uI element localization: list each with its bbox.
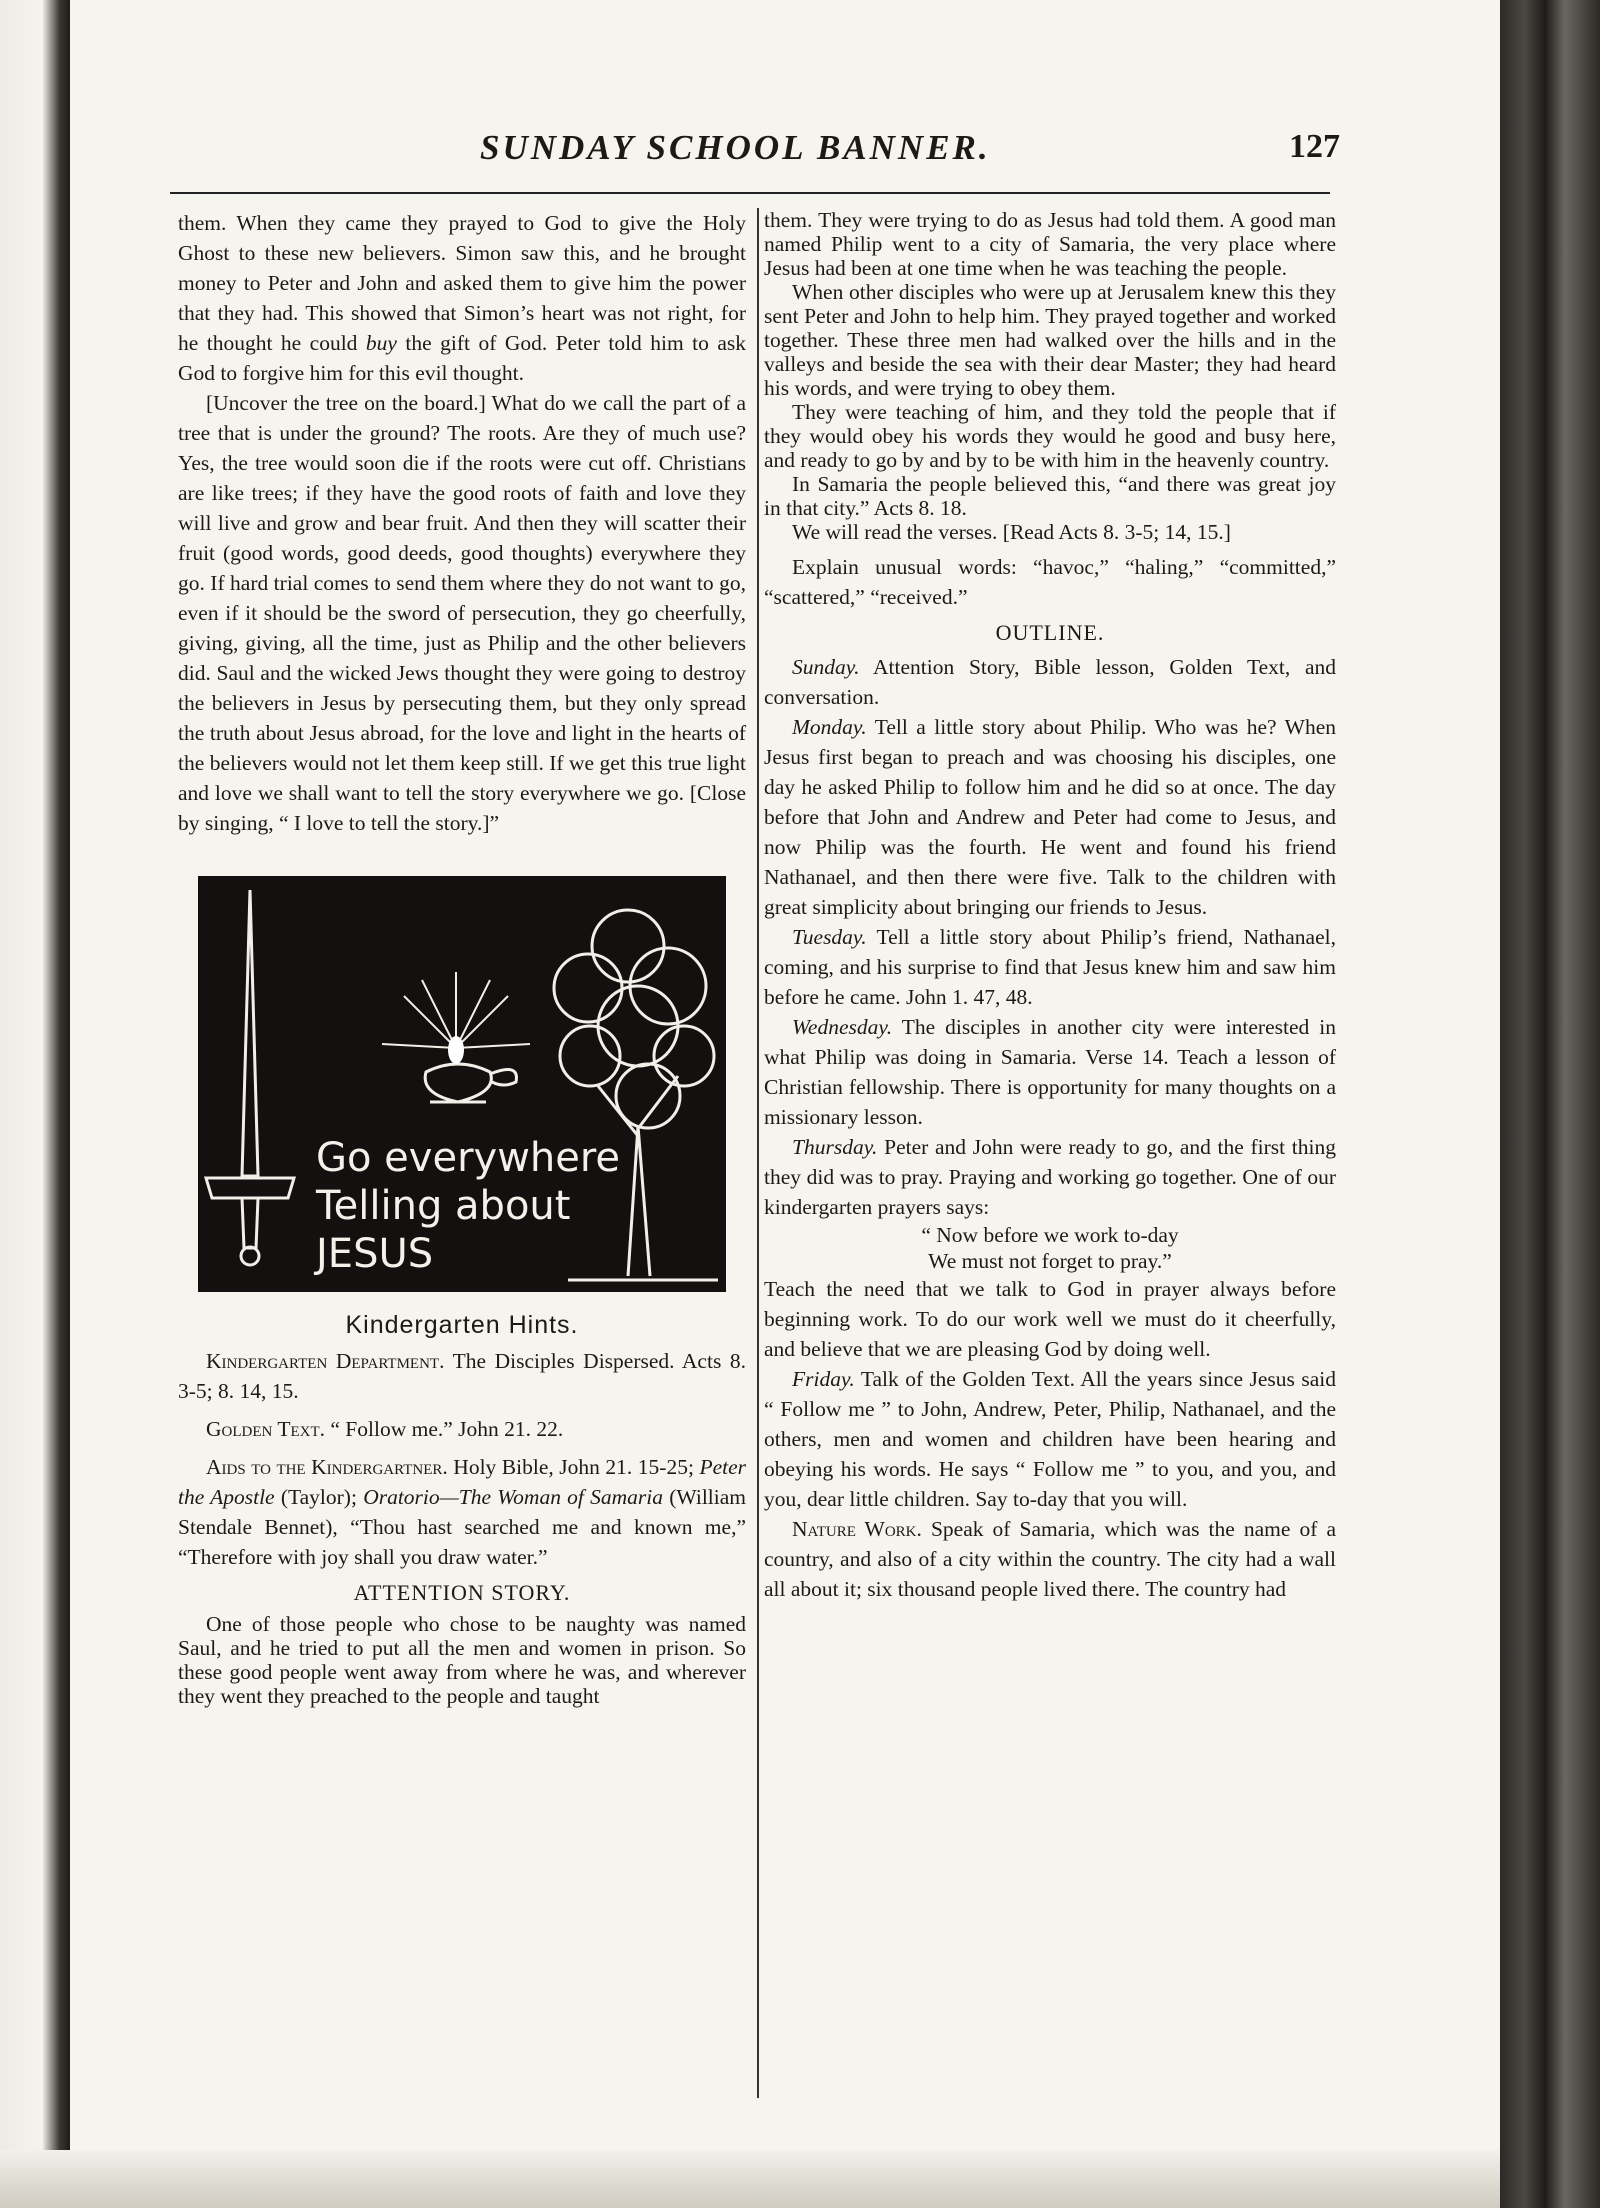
label: Golden Text. <box>206 1417 326 1441</box>
paragraph: Golden Text. “ Follow me.” John 21. 22. <box>206 1417 564 1441</box>
label: Kindergarten Department. <box>206 1349 445 1373</box>
label: Tuesday. <box>792 925 867 949</box>
paragraph: Teach the need that we talk to God in prayer always before beginning work. To do our work well we must do it cheerfully, and believe that we are pleasing God by doing well. <box>764 1277 1336 1361</box>
paragraph: When other disciples who were up at Jerusalem knew this they sent Peter and John to help him. They prayed together and worked together. These three men had walked over the hills and in the valleys and beside the sea with their dear Master; they had heard his words, and were trying to obey them. <box>764 280 1336 400</box>
caption-line: Go everywhere <box>316 1135 621 1181</box>
page-number: 127 <box>1289 128 1340 165</box>
label: Aids to the Kindergartner. <box>206 1455 448 1479</box>
section-heading: OUTLINE. <box>995 620 1105 645</box>
section-heading: ATTENTION STORY. <box>353 1580 571 1605</box>
book-binding-edge <box>1500 0 1600 2208</box>
label: Nature Work. <box>792 1517 922 1541</box>
column-rule <box>757 208 759 2098</box>
caption-line: Telling about <box>316 1183 571 1229</box>
header-rule <box>170 192 1330 194</box>
outline-item: Thursday. Peter and John were ready to go, and the first thing they did was to pray. Praying and working go together. One of our kindergarten prayers says: <box>764 1135 1337 1219</box>
illustration-caption <box>316 1134 620 1278</box>
paragraph: We will read the verses. [Read Acts 8. 3-5; 14, 15.] <box>792 520 1231 544</box>
label: Sunday. <box>792 655 860 679</box>
paragraph: them. When they came they prayed to God to give the Holy Ghost to these new believers. Simon saw this, and he brought money to Peter and John and asked them to give him the power that they had. This showed that Simon’s heart was not right, for he thought he could buy the gift of God. Peter told him to ask God to forgive him for this evil thought. <box>178 211 747 385</box>
outline-item: Wednesday. The disciples in another city were interested in what Philip was doing in Samaria. Verse 14. Teach a lesson of Christian fellowship. There is opportunity for many thoughts on a missionary lesson. <box>764 1015 1336 1129</box>
paragraph: [Uncover the tree on the board.] What do we call the part of a tree that is under the ground? The roots. Are they of much use? Yes, the tree would soon die if the roots were cut off. Christians are like trees; if they have the good roots of faith and love they will live and grow and bear fruit. And then they will scatter their fruit (good words, good deeds, good thoughts) everywhere they go. If hard trial comes to send them where they do not want to go, even if it should be the sword of persecution, they go cheerfully, giving, giving, all the time, just as Philip and the other believers did. Saul and the wicked Jews thought they were going to destroy the believers in Jesus by persecuting them, but they only spread the truth about Jesus abroad, for the love and light in the hearts of the believers would not let them keep still. If we get this true light and love we shall want to tell the story everywhere we go. [Close by singing, “ I love to tell the story.]” <box>178 391 746 835</box>
paragraph: One of those people who chose to be naughty was named Saul, and he tried to put all the men and women in prison. So these good people went away from where he was, and wherever they went they preached to the people and taught <box>178 1612 746 1708</box>
label: Monday. <box>792 715 867 739</box>
label: Wednesday. <box>792 1015 893 1039</box>
paragraph: Aids to the Kindergartner. Holy Bible, John 21. 15-25; Peter the Apostle (Taylor); Oratorio—The Woman of Samaria (William Stendale Bennet), “Thou hast searched me and known me,” “Therefore with joy shall you draw water.” <box>178 1455 747 1569</box>
outline-item: Tuesday. Tell a little story about Philip’s friend, Nathanael, coming, and his surprise to find that Jesus knew him and saw him before he came. John 1. 47, 48. <box>764 925 1336 1009</box>
scan-bottom-margin <box>0 2150 1500 2208</box>
label: Friday. <box>792 1367 855 1391</box>
section-heading: Kindergarten Hints. <box>345 1311 579 1339</box>
prayer-verse: “ Now before we work to-day We must not forget to pray.” <box>921 1223 1179 1273</box>
right-column <box>764 208 1336 1604</box>
running-header <box>110 128 1340 178</box>
caption-line: JESUS <box>316 1231 434 1277</box>
paragraph: They were teaching of him, and they told the people that if they would obey his words they would he good and busy here, and ready to go by and by to be with him in the heavenly country. <box>764 400 1336 472</box>
label: Thursday. <box>792 1135 878 1159</box>
emphasis: buy <box>365 331 397 355</box>
paragraph: Kindergarten Department. The Disciples Dispersed. Acts 8. 3-5; 8. 14, 15. <box>178 1349 746 1403</box>
left-column <box>178 208 746 1708</box>
running-title: SUNDAY SCHOOL BANNER. <box>480 128 991 167</box>
outline-item: Nature Work. Speak of Samaria, which was the name of a country, and also of a city within the country. The city had a wall all about it; six thousand people lived there. The country had <box>764 1517 1337 1601</box>
illustration-engraving <box>198 876 726 1292</box>
outline-item: Monday. Tell a little story about Philip. Who was he? When Jesus first began to preach and was choosing his disciples, one day he asked Philip to follow him and he did so at once. The day before that John and Andrew and Peter had come to Jesus, and now Philip was the fourth. He went and found his friend Nathanael, and then there were five. Talk to the children with great simplicity about bringing our friends to Jesus. <box>764 715 1336 919</box>
outline-item: Friday. Talk of the Golden Text. All the years since Jesus said “ Follow me ” to John, Andrew, Peter, Philip, Nathanael, and the others, men and women and children have been hearing and obeying his words. He says “ Follow me ” to you, and you, and you, dear little children. Say to-day that you will. <box>764 1367 1336 1511</box>
paragraph: Explain unusual words: “havoc,” “haling,” “committed,” “scattered,” “received.” <box>764 555 1336 609</box>
paragraph: In Samaria the people believed this, “and there was great joy in that city.” Acts 8. 18. <box>764 472 1336 520</box>
paragraph: them. They were trying to do as Jesus had told them. A good man named Philip went to a city of Samaria, the very place where Jesus had been at one time when he was teaching the people. <box>764 208 1336 280</box>
scan-left-margin <box>0 0 70 2208</box>
outline-item: Sunday. Attention Story, Bible lesson, Golden Text, and conversation. <box>764 655 1336 709</box>
